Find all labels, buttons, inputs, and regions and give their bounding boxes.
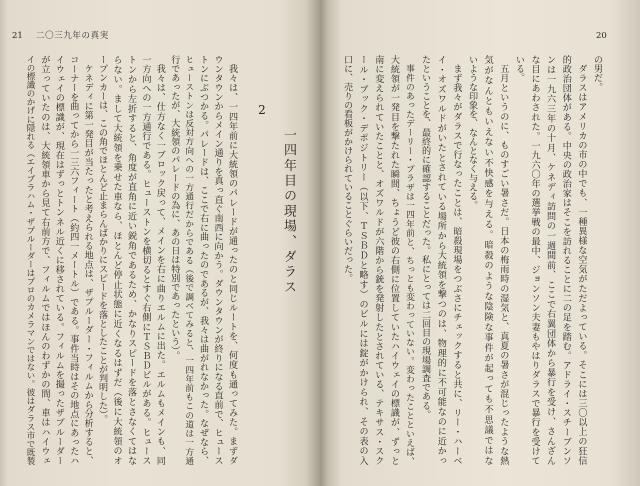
text-column: 的政治団体がある。中央の政治家はそこを訪れることに二の足を踏む。アドライ・スチーブンソ (560, 55, 571, 465)
text-column: ダラスはアメリカの市の中でも、一種異様な空気がただよっている。そこには三〇以上の狂信 (576, 64, 587, 465)
text-column: イウェイの標識が、現在はずっとトンネル近くに移されている。フィルムを撮ったザプルーダー (53, 55, 64, 465)
text-column: ープンカーは、この角でほとんど止まらんばかりにスピードを落としたことが判明した）。 (97, 55, 108, 424)
page-number: 20 (596, 31, 607, 41)
text-column: 一方向への一方通行である。ヒューストンを横切るとすぐ右側にＴＳＢＤビルがある。ヒュース (140, 55, 151, 465)
page-number: 21 (12, 31, 23, 41)
section-number: 2 (258, 103, 266, 117)
text-column: 事件のあったデーリー・プラザは一四年前と、ちっとも変わっていない。変わったことといえば、 (404, 63, 415, 465)
text-column: 口に、売りの看板がかけられていることぐらいだった。 (342, 55, 352, 283)
text-column: ウンタウンからメイン通りを真っ直ぐ南西に向かう。ダウンタウンが終りになる直前で、ヒュース (212, 55, 223, 465)
text-column: 大統領が一発目を撃たれた瞬間、ちょうど彼の右側に位置していたハイウェイの標識が、ずっと (388, 55, 399, 465)
right-page (320, 0, 640, 486)
text-column: ヒューストンは反対方向への一方通行だからである（後で調べてみると、一四年前もこの道は一方通 (183, 55, 194, 465)
text-column: トンにぶつかる。パレードは、ここで右に曲ったのであるが、我々は曲がれなかった。なぜなら、 (198, 55, 209, 465)
text-column: まず我々がダラスで行なったことは、暗殺現場をつぶさにチェックすると共に、リー・ハーベ (451, 64, 462, 465)
text-column: 行であったが、大統領のパレードの為に、あの日は特別であったという）。 (169, 55, 180, 360)
text-column: ール・ブック・デポジトリー（以下、ＴＳＢＤと略す）のビルには錠がかけられ、その表の入 (357, 55, 368, 465)
text-column: 五月というのに、ものすごい暑さだ。日本の梅雨時の湿気と、真夏の暑さが混じったような熱 (498, 64, 509, 465)
text-column: イ・オズワルドがいたとされている場所から大統領を撃つのは、物理的に不可能なのに近かっ (435, 55, 446, 465)
section-title: 一四年目の現場、ダラス (281, 128, 296, 296)
text-column: の男だ。 (592, 55, 602, 92)
text-column: ケネディに第一発目が当たったと考えられる地点は、ザプルーダー・フィルムから分析すると、 (82, 64, 93, 465)
text-column: 南に変えられていたことと、オズワルドが六階から銃を発射したとされている、テキサス・スク (373, 55, 384, 465)
text-column: いような印象を、なんとなく与える。 (467, 55, 477, 210)
text-column: 我々は、一四年前に大統領のパレードが通ったのと同じルートを、何度も通ってみた。まずダ (227, 64, 237, 465)
text-column: が立っていたのは、大統領車から見て右前方で、フィルムではほんのわずかの間、車はハイウェ (39, 55, 50, 465)
text-column: たということを、最終的に確認することだった。私にとっては二回目の現場調査である。 (420, 55, 431, 419)
text-column: らない。まして大統領を乗せた車なら、ほとんど停止状態に近くなるはずだ（後に大統領のオ (111, 55, 122, 465)
text-column: いる。 (513, 55, 524, 83)
text-column: 気がなんともいえない不快感を与える。暗殺のような陰険な事件が起っても不思議ではな (482, 55, 493, 465)
text-column: コーナーを曲ってから一三六フィート（約四一メートル）である。事件当時はその地点にあったハ (68, 55, 79, 465)
running-title: 二〇三九年の真実 (36, 31, 109, 41)
text-column: な目にあわされた。一九六〇年の選挙戦の最中、ジョンソン夫妻もやはりダラスで暴行を受けて (529, 55, 540, 465)
text-column: ンは一九六三年の十月、ケネディ訪問の一週間前、ここで右翼団体から暴行を受け、さんざん (545, 55, 556, 465)
text-column: 我々は、仕方なく一ブロック戻って、メインを右に曲りエルムに出た。エルムもメインも、同 (154, 64, 165, 465)
text-column: トンから左折すると、角度が直角に近い鋭角であるため、かなりスピードを落とさなくてはな (126, 55, 136, 465)
text-column: イの標識のかげに隠れる（エイブラハム・ザプルーダーはプロのカメラマンではない。彼はダラス市で既製 (25, 55, 35, 465)
